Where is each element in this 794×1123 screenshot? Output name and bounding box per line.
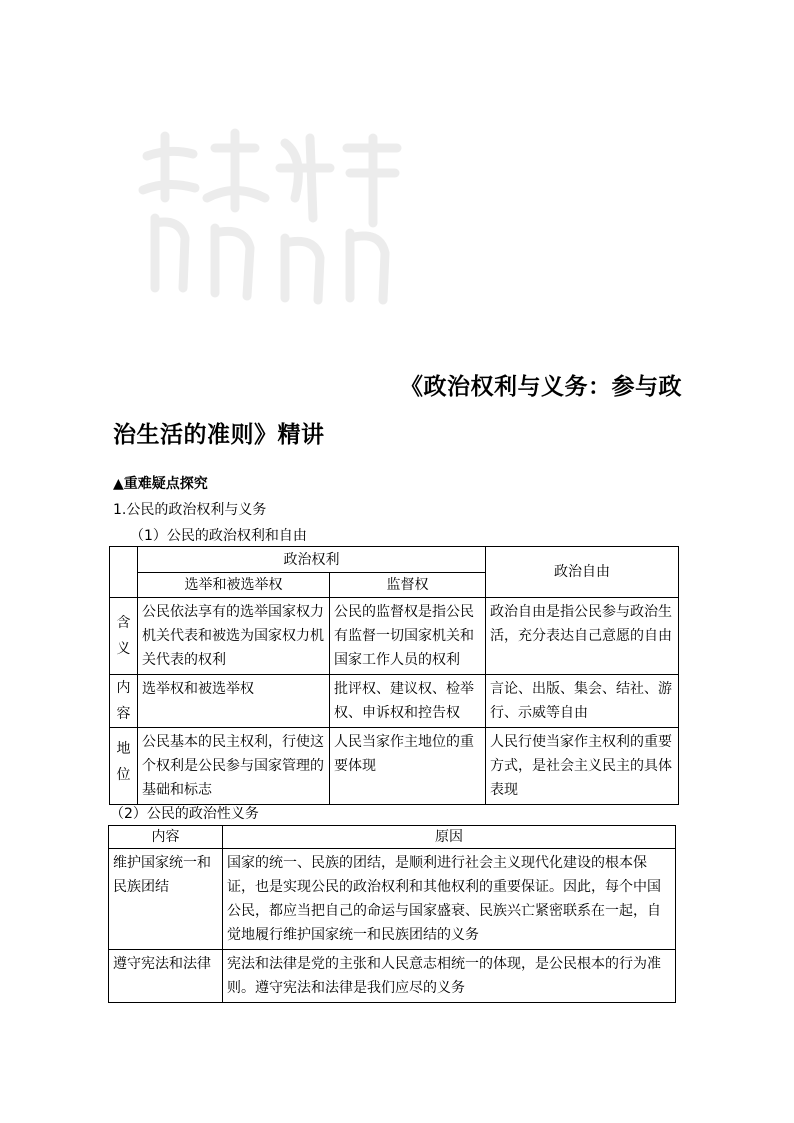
header-election-rights: 选举和被选举权 (138, 573, 330, 598)
political-rights-table (109, 546, 679, 805)
row-label: 地位 (110, 728, 138, 805)
header-political-rights: 政治权利 (138, 547, 486, 573)
document-title-line2: 治生活的准则》精讲 (113, 421, 325, 448)
table-cell: 国家的统一、民族的团结，是顺利进行社会主义现代化建设的根本保证，也是实现公民的政治权利和其他权利的重要保证。因此，每个中国公民，都应当把自己的命运与国家盛衰、民族兴亡紧密联系在一起，自觉地履行维护国家统一和民族团结的义务 (223, 849, 676, 950)
table-cell: 宪法和法律是党的主张和人民意志相统一的体现，是公民根本的行为准则。遵守宪法和法律是我们应尽的义务 (223, 950, 676, 1003)
row-label: 含义 (110, 598, 138, 675)
table-cell: 公民基本的民主权利，行使这个权利是公民参与国家管理的基础和标志 (138, 728, 330, 805)
table-cell: 人民行使当家作主权利的重要方式，是社会主义民主的具体表现 (486, 728, 679, 805)
political-duties-table (108, 825, 676, 1003)
row-label: 内容 (110, 675, 138, 728)
document-title-line1: 《政治权利与义务：参与政 (400, 373, 682, 400)
table-row (109, 849, 676, 950)
table-row (110, 598, 679, 675)
table-cell: 公民的监督权是指公民有监督一切国家机关和国家工作人员的权利 (330, 598, 486, 675)
table-row (110, 675, 679, 728)
table-cell: 公民依法享有的选举国家权力机关代表和被选为国家权力机关代表的权利 (138, 598, 330, 675)
section-heading: ▲重难疑点探究 (113, 476, 208, 492)
table-row (109, 950, 676, 1003)
calligraphy-watermark-logo-icon (135, 128, 405, 308)
header-reason: 原因 (223, 826, 676, 849)
subsection-duties: （2）公民的政治性义务 (110, 806, 259, 822)
table-cell: 遵守宪法和法律 (109, 950, 223, 1003)
subsection-rights: （1）公民的政治权利和自由 (130, 528, 307, 544)
table-cell: 人民当家作主地位的重要体现 (330, 728, 486, 805)
header-content: 内容 (109, 826, 223, 849)
section-item-1: 1.公民的政治权利与义务 (113, 502, 267, 518)
table-cell: 选举权和被选举权 (138, 675, 330, 728)
table-cell: 政治自由是指公民参与政治生活，充分表达自己意愿的自由 (486, 598, 679, 675)
table-cell: 言论、出版、集会、结社、游行、示威等自由 (486, 675, 679, 728)
header-supervision-rights: 监督权 (330, 573, 486, 598)
table-corner-cell (110, 547, 138, 598)
table-cell: 批评权、建议权、检举权、申诉权和控告权 (330, 675, 486, 728)
header-political-freedom: 政治自由 (486, 547, 679, 598)
table-cell: 维护国家统一和民族团结 (109, 849, 223, 950)
table-row (110, 728, 679, 805)
